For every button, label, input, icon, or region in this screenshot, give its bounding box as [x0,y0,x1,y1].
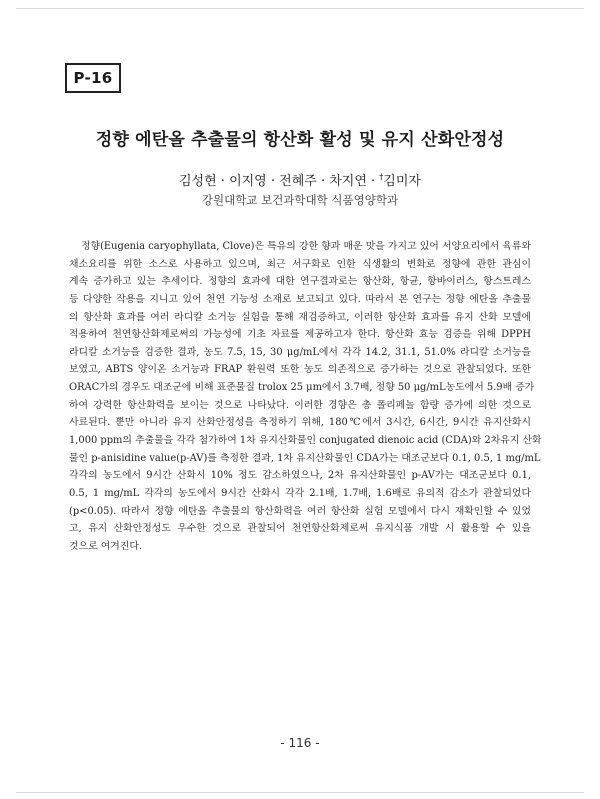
corresponding-author-mark: † [379,172,384,182]
affiliation: 강원대학교 보건과학대학 식품영양학과 [201,193,399,207]
abstract-line: 고, 유지 산화안정성도 우수한 것으로 관찰되어 천연항산화제로써 유지식품 개발 시 활용할 수 있을 [69,523,531,535]
abstract-line: 등 다양한 작용을 지니고 있어 천연 기능성 소재로 보고되고 있다. 따라서 본 연구는 정향 에탄올 추출물 [69,293,531,305]
coauthors: 김성현 · 이지영 · 전혜주 · 차지연 · [179,174,380,189]
abstract-line: 계속 증가하고 있는 추세이다. 정향의 효과에 대한 연구결과로는 항산화, 항균, 항바이러스, 항스트레스 [69,276,531,288]
abstract-line: 채소요리를 위한 소스로 사용하고 있으며, 최근 서구화로 인한 식생활의 변화로 정향에 관한 관심이 [69,258,531,270]
abstract-line: (p<0.05). 따라서 정향 에탄올 추출물의 항산화력을 여러 항산화 실험 모델에서 다시 재확인할 수 있었 [69,505,531,517]
abstract-line: 사료된다. 뿐만 아니라 유지 산화안정성을 측정하기 위해, 180℃에서 3시간, 6시간, 9시간 유지산화시 [69,417,531,429]
abstract-line: 의 항산화 효과를 여러 라디칼 소거능 실험을 통해 재검증하고, 이러한 항산화 효과를 유지 산화 모델에 [69,311,531,323]
abstract-line: 보였고, ABTS 양이온 소거능과 FRAP 환원력 또한 농도 의존적으로 증가하는 것으로 관찰되었다. 또한 [69,364,531,376]
corresponding-author: 김미자 [383,174,421,189]
abstract-body [69,238,542,556]
abstract-line: 정향(Eugenia caryophyllata, Clove)은 특유의 강한 향과 매운 맛을 가지고 있어 서양요리에서 육류와 [81,241,531,252]
top-border-line [16,8,584,9]
paper-title: 정향 에탄올 추출물의 항산화 활성 및 유지 산화안정성 [95,130,505,150]
page-number: - 116 - [280,736,320,750]
abstract-line: 것으로 여겨진다. [69,540,143,552]
abstract-line: 각각의 농도에서 9시간 산화시 10% 정도 감소하였으나, 2차 유지산화물인 p-AV가는 대조군보다 0.1, [69,470,531,482]
abstract-line: 라디칼 소거능을 검증한 결과, 농도 7.5, 15, 30 μg/mL에서 각각 14.2, 31.1, 51.0% 라디칼 소거능을 [69,346,531,358]
abstract-line: 0.5, 1 mg/mL 각각의 농도에서 9시간 산화시 각각 2.1배, 1.7배, 1.6배로 유의적 감소가 관찰되었다 [69,487,531,499]
abstract-line: 적용하여 천연항산화제로써의 가능성에 기초 자료를 제공하고자 한다. 항산화 효능 검증을 위해 DPPH [69,329,531,341]
author-list [0,170,600,189]
poster-id-badge: P-16 [65,63,121,93]
abstract-line: 물인 p-anisidine value(p-AV)를 측정한 결과, 1차 유지산화물인 CDA가는 대조군보다 0.1, 0.5, 1 mg/mL [69,452,541,464]
abstract-line: 1,000 ppm의 추출물을 각각 첨가하여 1차 유지산화물인 conjugated dienoic acid (CDA)와 2차유지 산화 [69,435,542,447]
abstract-line: ORAC가의 경우도 대조군에 비해 표준물질 trolox 25 μm에서 3.7배, 정향 50 μg/mL농도에서 5.9배 증가 [69,382,535,394]
abstract-line: 하여 강력한 항산화력을 보이는 것으로 나타났다. 이러한 경향은 총 폴리페놀 함량 증가에 의한 것으로 [69,399,531,411]
bottom-border-line [16,792,584,793]
